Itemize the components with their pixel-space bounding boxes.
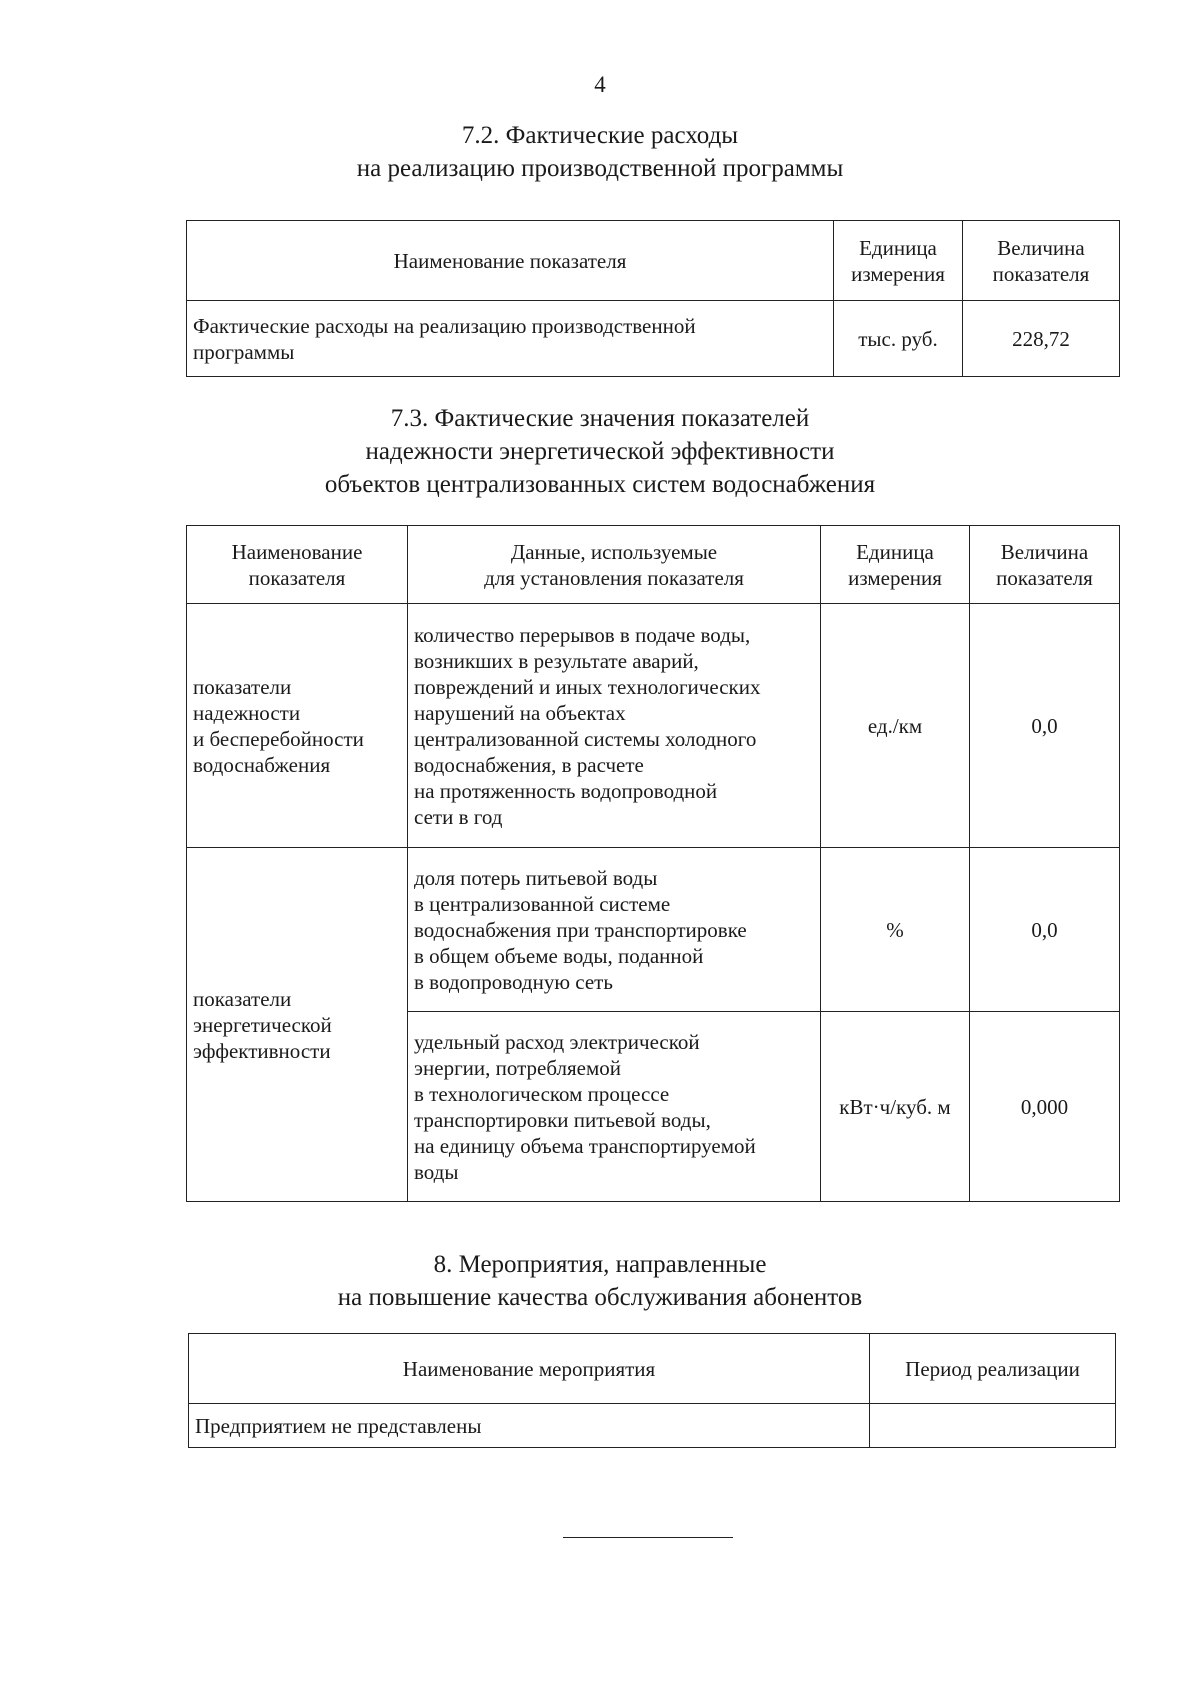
reliability-unit: ед./км (821, 604, 970, 848)
reliability-name: показатели надежности и бесперебойности водоснабжения (187, 604, 408, 848)
electricity-value: 0,000 (970, 1012, 1120, 1202)
electricity-data: удельный расход электрической энергии, потребляемой в технологическом процессе транспортировки питьевой воды, на единицу объема транспортируемой воды (408, 1012, 821, 1202)
title-line: надежности энергетической эффективности (365, 438, 835, 465)
title-line: объектов централизованных систем водоснабжения (324, 471, 876, 498)
header-unit: Единица измерения (834, 221, 963, 301)
section-7-2-title (0, 119, 1200, 185)
row-value: 228,72 (963, 301, 1120, 377)
header-unit: Единица измерения (821, 526, 970, 604)
reliability-data: количество перерывов в подаче воды, возникших в результате аварий, повреждений и иных технологических нарушений на объектах централизованной системы холодного водоснабжения, в расчете на протяженность водопроводной сети в год (408, 604, 821, 848)
header-value: Величина показателя (970, 526, 1120, 604)
expenses-table (186, 220, 1120, 377)
electricity-unit: кВт·ч/куб. м (821, 1012, 970, 1202)
header-period: Период реализации (870, 1334, 1116, 1404)
row-name: Фактические расходы на реализацию производственной программы (187, 301, 834, 377)
title-line: на реализацию производственной программы (356, 155, 844, 182)
header-data: Данные, используемые для установления показателя (408, 526, 821, 604)
title-line: 7.2. Фактические расходы (461, 122, 739, 149)
section-7-3-title (0, 402, 1200, 501)
row-unit: тыс. руб. (834, 301, 963, 377)
measure-name: Предприятием не представлены (189, 1404, 870, 1448)
indicators-table (186, 525, 1120, 1202)
title-line: 7.3. Фактические значения показателей (390, 405, 810, 432)
water-loss-data: доля потерь питьевой воды в централизованной системе водоснабжения при транспортировке в общем объеме воды, поданной в водопроводную сеть (408, 848, 821, 1012)
section-8-title (0, 1248, 1200, 1314)
title-line: 8. Мероприятия, направленные (433, 1251, 767, 1278)
page-number: 4 (594, 72, 606, 97)
header-measure-name: Наименование мероприятия (189, 1334, 870, 1404)
efficiency-name: показатели энергетической эффективности (187, 848, 408, 1202)
measure-period (870, 1404, 1116, 1448)
end-divider (563, 1537, 733, 1538)
header-name: Наименование показателя (187, 221, 834, 301)
reliability-value: 0,0 (970, 604, 1120, 848)
header-name: Наименование показателя (187, 526, 408, 604)
measures-table (188, 1333, 1116, 1448)
header-value: Величина показателя (963, 221, 1120, 301)
water-loss-unit: % (821, 848, 970, 1012)
water-loss-value: 0,0 (970, 848, 1120, 1012)
title-line: на повышение качества обслуживания абонентов (337, 1284, 863, 1311)
